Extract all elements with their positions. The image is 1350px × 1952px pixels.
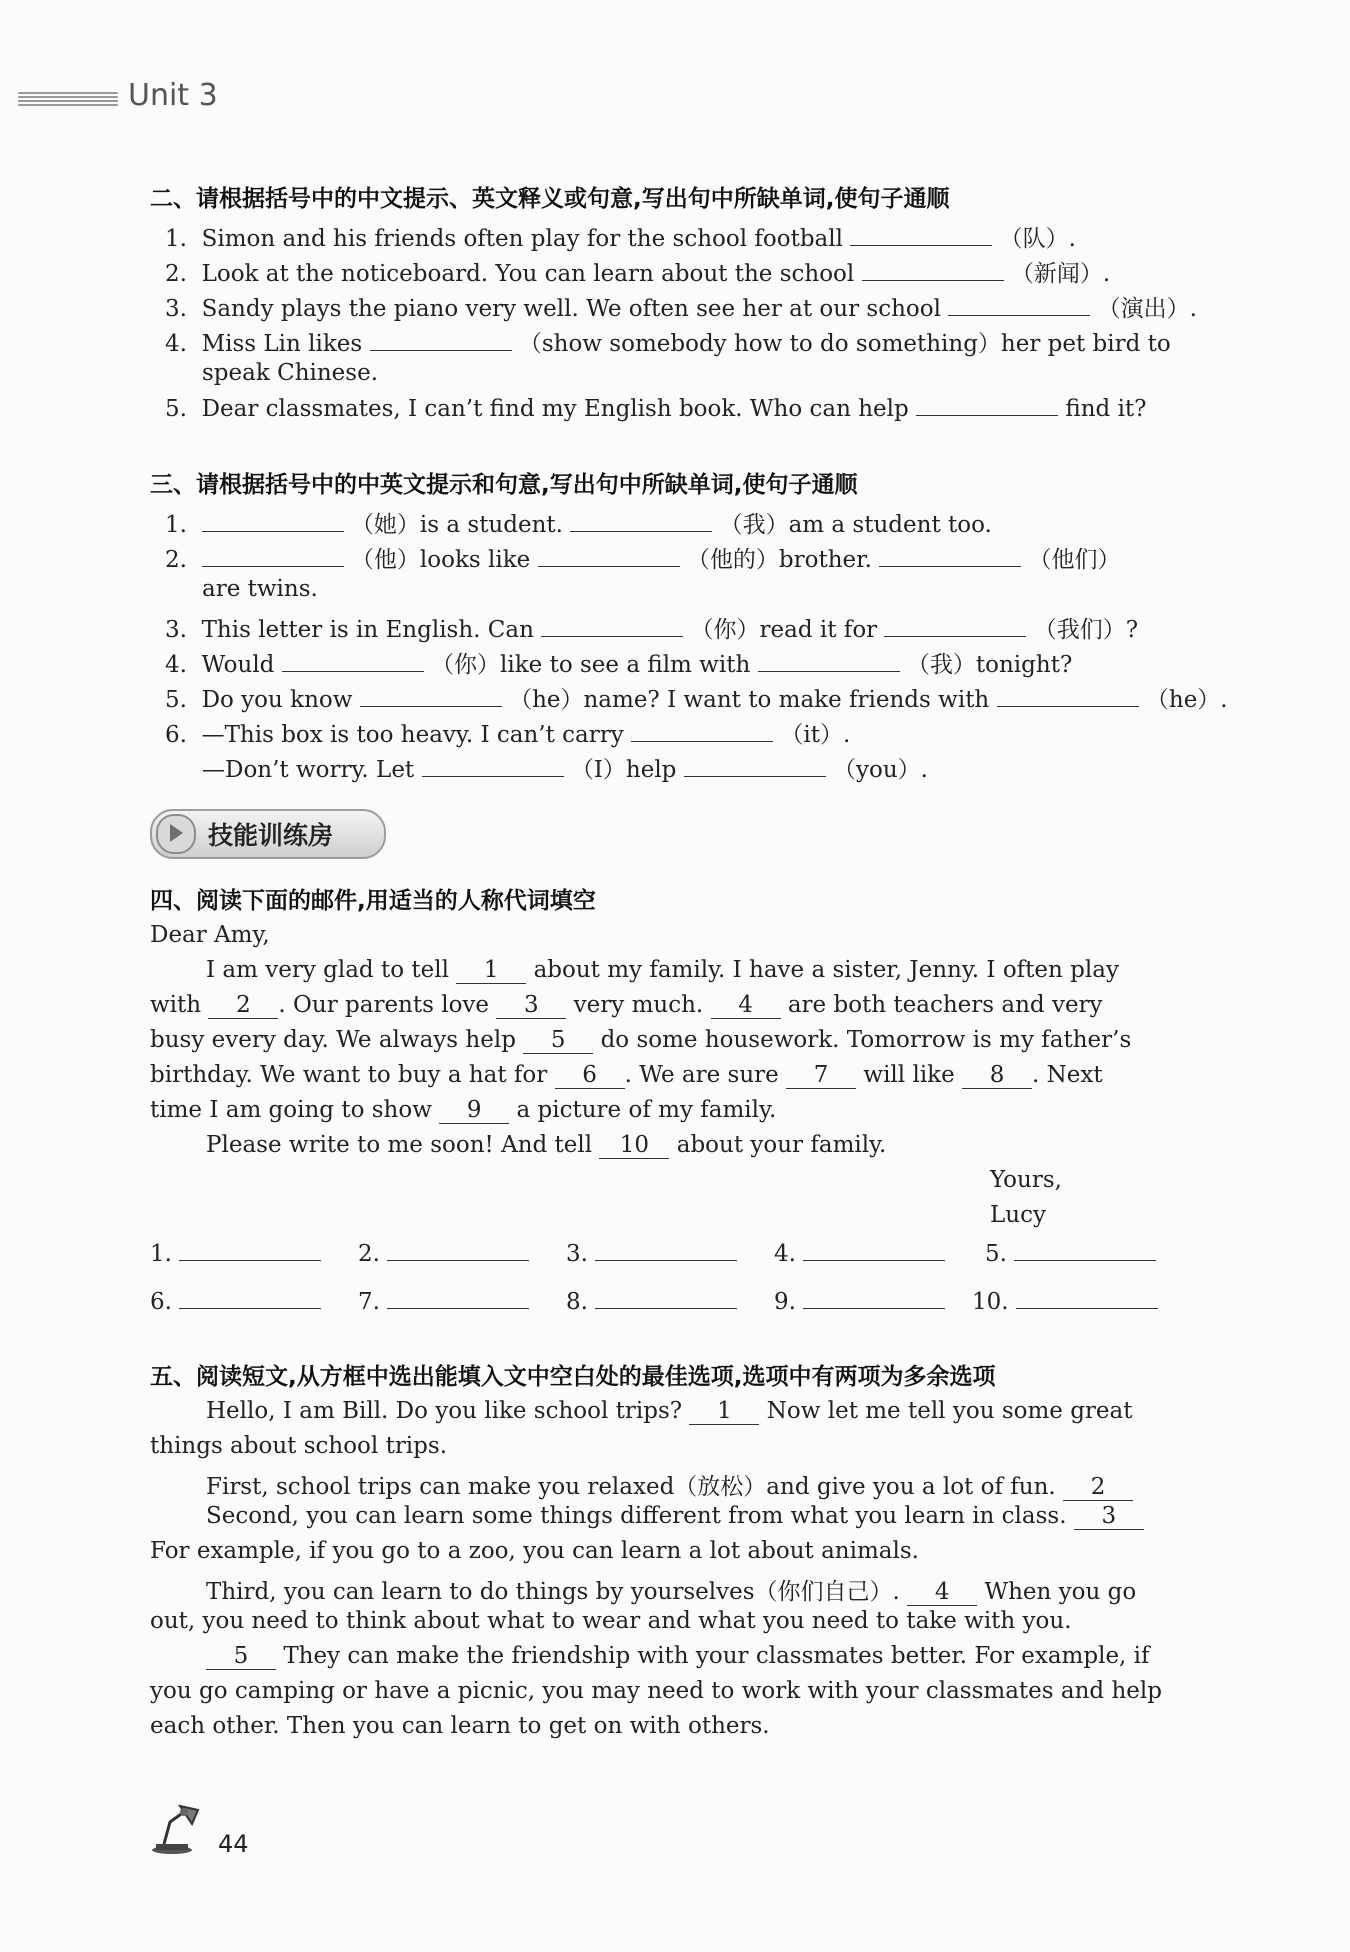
answer-blank[interactable] [422, 756, 564, 777]
answer-row-1: 1. [150, 1240, 321, 1267]
answer-blank[interactable] [282, 651, 424, 672]
s2-item-3: 3. Sandy plays the piano very well. We often see her at our school （演出）. [165, 296, 1197, 322]
answer-blank[interactable] [948, 295, 1090, 316]
section2-title: 二、请根据括号中的中文提示、英文释义或句意,写出句中所缺单词,使句子通顺 [150, 186, 950, 212]
cloze-blank[interactable]: 1 [689, 1398, 759, 1425]
passage-line-7: out, you need to think about what to wear and what you need to take with you. [150, 1608, 1072, 1634]
letter-greeting: Dear Amy, [150, 922, 270, 948]
answer-blank[interactable] [631, 721, 773, 742]
passage-line-6: Third, you can learn to do things by yourselves（你们自己）. 4 When you go [206, 1579, 1137, 1605]
passage-line-4: Second, you can learn some things different from what you learn in class. 3 [206, 1503, 1144, 1530]
s3-item-5: 5. Do you know （he）name? I want to make friends with （he）. [165, 687, 1228, 713]
header-stripes [18, 92, 118, 110]
desk-lamp-icon [150, 1800, 206, 1856]
cloze-blank[interactable]: 10 [599, 1132, 669, 1159]
answer-slot-8: 8. [566, 1288, 737, 1315]
cloze-blank[interactable]: 5 [206, 1643, 276, 1670]
letter-line-6: Please write to me soon! And tell 10 about your family. [206, 1132, 887, 1158]
answer-blank[interactable] [202, 511, 344, 532]
s2-item-1: 1. Simon and his friends often play for the school football （队）. [165, 226, 1076, 252]
cloze-blank[interactable]: 3 [1074, 1503, 1144, 1530]
s2-item-5: 5. Dear classmates, I can’t find my English book. Who can help find it? [165, 396, 1147, 422]
answer-blank[interactable] [1014, 1240, 1156, 1261]
cloze-blank[interactable]: 7 [786, 1062, 856, 1089]
answer-blank[interactable] [595, 1288, 737, 1309]
passage-line-1: Hello, I am Bill. Do you like school trips? 1 Now let me tell you some great [206, 1398, 1133, 1424]
answer-blank[interactable] [916, 395, 1058, 416]
cloze-blank[interactable]: 4 [711, 992, 781, 1019]
answer-blank[interactable] [538, 546, 680, 567]
cloze-blank[interactable]: 6 [555, 1062, 625, 1089]
answer-blank[interactable] [570, 511, 712, 532]
letter-line-5: time I am going to show 9 a picture of my family. [150, 1097, 777, 1123]
s2-item-4-cont: speak Chinese. [202, 360, 379, 386]
letter-line-1: I am very glad to tell 1 about my family. I have a sister, Jenny. I often play [206, 957, 1119, 983]
cloze-blank[interactable]: 2 [1063, 1474, 1133, 1501]
answer-blank[interactable] [179, 1288, 321, 1309]
answer-blank[interactable] [179, 1240, 321, 1261]
answer-blank[interactable] [884, 616, 1026, 637]
answer-blank[interactable] [684, 756, 826, 777]
page-number: 44 [218, 1830, 249, 1858]
s3-item-6-reply: —Don’t worry. Let （I）help （you）. [202, 757, 928, 783]
answer-blank[interactable] [803, 1288, 945, 1309]
s3-item-1: 1. （她）is a student. （我）am a student too. [165, 512, 992, 538]
cloze-blank[interactable]: 5 [523, 1027, 593, 1054]
section4-title: 四、阅读下面的邮件,用适当的人称代词填空 [150, 888, 596, 914]
unit-title: Unit 3 [128, 78, 218, 113]
s3-item-4: 4. Would （你）like to see a film with （我）tonight? [165, 652, 1073, 678]
answer-blank[interactable] [1016, 1288, 1158, 1309]
answer-slot-2: 2. [358, 1240, 529, 1267]
answer-blank[interactable] [387, 1240, 529, 1261]
s3-item-3: 3. This letter is in English. Can （你）read it for （我们）? [165, 617, 1139, 643]
letter-line-2: with 2 . Our parents love 3 very much. 4 are both teachers and very [150, 992, 1103, 1018]
passage-line-2: things about school trips. [150, 1433, 448, 1459]
letter-closing: Yours, [990, 1167, 1062, 1193]
section3-title: 三、请根据括号中的中英文提示和句意,写出句中所缺单词,使句子通顺 [150, 472, 858, 498]
answer-blank[interactable] [879, 546, 1021, 567]
s3-item-2-cont: are twins. [202, 576, 318, 602]
answer-blank[interactable] [850, 225, 992, 246]
unit-header [18, 78, 318, 118]
skill-training-banner: 技能训练房 [150, 805, 390, 861]
answer-blank[interactable] [387, 1288, 529, 1309]
answer-blank[interactable] [202, 546, 344, 567]
answer-slot-4: 4. [774, 1240, 945, 1267]
answer-blank[interactable] [370, 330, 512, 351]
answer-blank[interactable] [862, 260, 1004, 281]
passage-line-5: For example, if you go to a zoo, you can learn a lot about animals. [150, 1538, 919, 1564]
passage-line-3: First, school trips can make you relaxed（放松）and give you a lot of fun. 2 [206, 1468, 1133, 1501]
cloze-blank[interactable]: 4 [907, 1579, 977, 1606]
cloze-blank[interactable]: 1 [456, 957, 526, 984]
answer-slot-7: 7. [358, 1288, 529, 1315]
cloze-blank[interactable]: 8 [962, 1062, 1032, 1089]
cloze-blank[interactable]: 3 [496, 992, 566, 1019]
answer-blank[interactable] [758, 651, 900, 672]
answer-slot-9: 9. [774, 1288, 945, 1315]
passage-line-10: each other. Then you can learn to get on with others. [150, 1713, 770, 1739]
answer-slot-10: 10. [972, 1288, 1158, 1315]
play-triangle-icon [170, 824, 183, 842]
answer-slot-3: 3. [566, 1240, 737, 1267]
answer-blank[interactable] [803, 1240, 945, 1261]
cloze-blank[interactable]: 9 [439, 1097, 509, 1124]
cloze-blank[interactable]: 2 [208, 992, 278, 1019]
section5-title: 五、阅读短文,从方框中选出能填入文中空白处的最佳选项,选项中有两项为多余选项 [150, 1364, 996, 1390]
letter-signature: Lucy [990, 1202, 1046, 1228]
s2-item-4: 4. Miss Lin likes （show somebody how to do something）her pet bird to [165, 331, 1171, 357]
letter-line-3: busy every day. We always help 5 do some housework. Tomorrow is my father’s [150, 1027, 1132, 1053]
s3-item-2: 2. （他）looks like （他的）brother. （他们） [165, 547, 1121, 573]
answer-slot-6: 6. [150, 1288, 321, 1315]
s2-item-2: 2. Look at the noticeboard. You can learn about the school （新闻）. [165, 261, 1111, 287]
passage-line-8: 5 They can make the friendship with your classmates better. For example, if [206, 1643, 1150, 1670]
answer-slot-5: 5. [985, 1240, 1156, 1267]
passage-line-9: you go camping or have a picnic, you may need to work with your classmates and help [150, 1678, 1162, 1704]
letter-line-4: birthday. We want to buy a hat for 6 . We are sure 7 will like 8 . Next [150, 1062, 1103, 1088]
answer-blank[interactable] [541, 616, 683, 637]
s3-item-6: 6. —This box is too heavy. I can’t carry （it）. [165, 722, 851, 748]
answer-blank[interactable] [997, 686, 1139, 707]
answer-blank[interactable] [360, 686, 502, 707]
answer-blank[interactable] [595, 1240, 737, 1261]
